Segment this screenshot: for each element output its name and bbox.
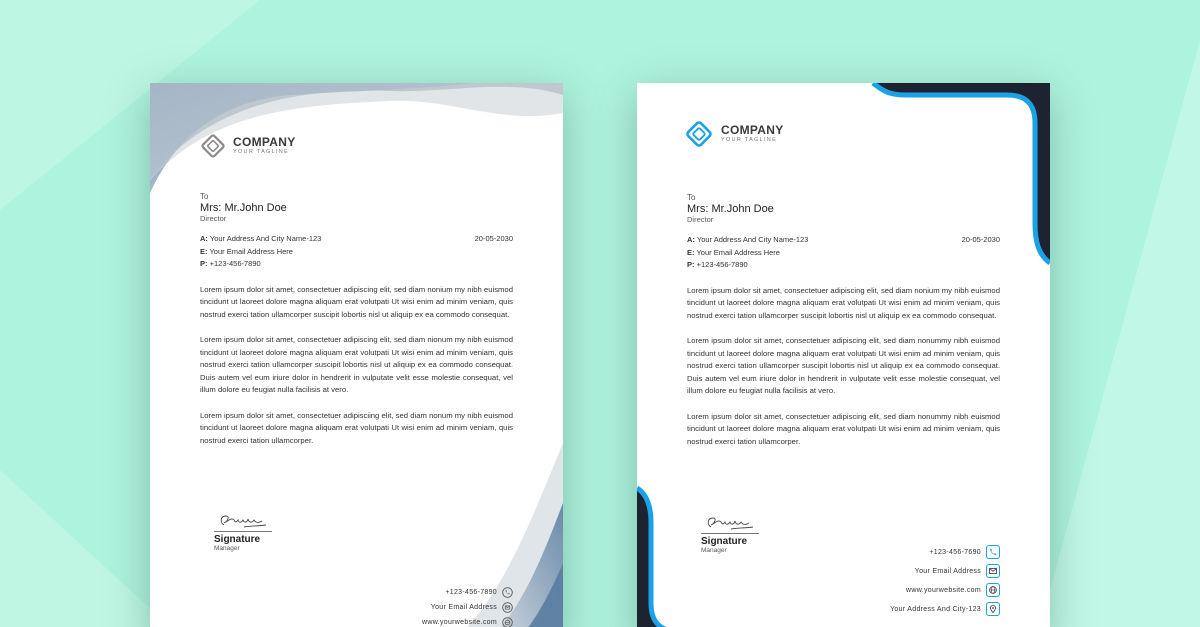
signature-script — [701, 513, 761, 533]
email-value: Your Email Address Here — [696, 247, 780, 257]
recipient-name: Mrs: Mr.John Doe — [200, 202, 287, 214]
contact-block — [687, 234, 1000, 272]
letter-date: 20-05-2030 — [961, 235, 1000, 244]
address-label: A: — [200, 234, 208, 243]
email-icon — [986, 564, 1000, 578]
recipient-role: Director — [687, 215, 714, 224]
phone-label: P: — [687, 260, 695, 269]
footer-address-text: Your Address And City-123 — [890, 605, 981, 613]
paragraph: Lorem ipsum dolor sit amet, consectetuer adipiscing elit, sed diam nonium my nibh euismod tincidunt ut laoreet dolore magna aliquam erat volutpati Ut wisi enim ad minim veniam, quis nostrud exerci tation ullamcorper suscipit lobortis nisl ut aliquip ex ea commodo consequat. — [200, 284, 513, 319]
paragraph: Lorem ipsum dolor sit amet, consectetuer adipiscing elit, sed diam nonummy nibh euismod tincidunt ut laoreet dolore magna aliquam erat volutpati Ut wisi enim ad minim veniam, quis nostrud exerci tation ullamcorper suscipit lobortis nisl ut aliquip ex ea commodo consequat. Duis autem vel eum iriure dolor in hendrerit in vulputate velit esse molestie consequat, vel illum dolore eu feugiat nulla facilisis at vero. — [687, 336, 1000, 395]
address-label: A: — [687, 235, 695, 244]
diamond-logo-icon — [684, 119, 714, 149]
footer-phone — [929, 545, 1000, 559]
signature-block — [214, 511, 274, 552]
globe-icon — [986, 583, 1000, 597]
email-label: E: — [200, 246, 208, 256]
signature-block — [701, 513, 761, 554]
contact-block — [200, 233, 513, 271]
paragraph: Lorem ipsum dolor sit amet, consectetuer adipiscing elit, sed diam nonium my nibh euismod tincidunt ut laoreet dolore magna aliquam erat volutpati Ut wisi enim ad minim veniam, quis nostrud exerci tation ullamcorper suscipit lobortis nisl ut aliquip ex ea commodo consequat. — [687, 285, 1000, 320]
phone-icon — [986, 545, 1000, 559]
letter-body — [200, 192, 513, 447]
footer-phone — [445, 587, 513, 598]
to-label: To — [687, 193, 696, 202]
footer-email-text: Your Email Address — [430, 604, 497, 611]
email-label: E: — [687, 247, 695, 257]
footer-address — [890, 602, 1000, 616]
phone-label: P: — [200, 259, 208, 268]
letter-body — [687, 193, 1000, 448]
company-logo — [200, 133, 296, 159]
phone-value: +123-456-7890 — [209, 259, 261, 268]
footer-website — [422, 617, 513, 627]
company-logo — [684, 119, 784, 149]
signature-name: Signature — [214, 531, 272, 545]
letterhead-gray — [150, 83, 563, 627]
footer-phone-text: +123-456-7890 — [445, 589, 497, 596]
footer-website-text: www.yourwebsite.com — [906, 586, 981, 594]
company-name: COMPANY — [721, 123, 784, 137]
signature-role: Manager — [214, 545, 240, 552]
address-value: Your Address And City Name-123 — [696, 235, 809, 244]
letter-date: 20-05-2030 — [474, 234, 513, 243]
location-icon — [986, 602, 1000, 616]
recipient-role: Director — [200, 214, 227, 223]
diamond-logo-icon — [200, 133, 226, 159]
phone-value: +123-456-7890 — [696, 260, 748, 269]
letterhead-blue — [637, 83, 1050, 627]
paragraph: Lorem ipsum dolor sit amet, consectetuer adipiscing elit, sed diam nionum my nibh euismod tincidunt ut laoreet dolore magna aliquam erat volutpati Ut wisi enim ad minim veniam, quis nostrud exerci tation ullamcorper suscipit lobortis nisl ut aliquip ex ea commodo consequat. Duis autem vel eum iriure dolor in hendrerit in vulputate velit esse molestie consequat, vel illum dolore eu feugiat nulla facilisis at vero. — [200, 335, 513, 394]
company-name: COMPANY — [233, 135, 296, 149]
footer-website-text: www.yourwebsite.com — [422, 619, 497, 626]
footer-email — [915, 564, 1000, 578]
footer-email — [431, 602, 513, 613]
company-tagline: YOUR TAGLINE — [233, 149, 290, 155]
company-tagline: YOUR TAGLINE — [721, 137, 778, 143]
footer-email-text: Your Email Address — [914, 567, 981, 575]
email-icon — [502, 602, 513, 613]
paragraph: Lorem ipsum dolor sit amet, consectetuer adipisciing elit, sed diam nonum my nibh euismod tincidunt ut laoreet dolore magna aliquam erat volutpati Ut wisi enim ad minim veniam, quis nostrud exerci tation ullamcorper. — [200, 410, 513, 445]
signature-script — [214, 511, 274, 531]
footer-phone-text: +123-456-7690 — [929, 548, 981, 556]
recipient-name: Mrs: Mr.John Doe — [687, 203, 774, 215]
to-label: To — [200, 192, 209, 201]
signature-name: Signature — [701, 533, 759, 547]
paragraph: Lorem ipsum dolor sit amet, consectetuer adipiscing elit, sed diam nonummy nibh euismod tincidunt ut laoreet dolore magna aliquam erat volutpati Ut wisi enim ad minim veniam, quis nostrud exerci tation ullamcorper. — [687, 411, 1000, 446]
footer-website — [906, 583, 1000, 597]
phone-icon — [502, 587, 513, 598]
email-value: Your Email Address Here — [209, 246, 293, 256]
address-value: Your Address And City Name-123 — [209, 234, 322, 243]
globe-icon — [502, 617, 513, 627]
signature-role: Manager — [701, 547, 727, 554]
